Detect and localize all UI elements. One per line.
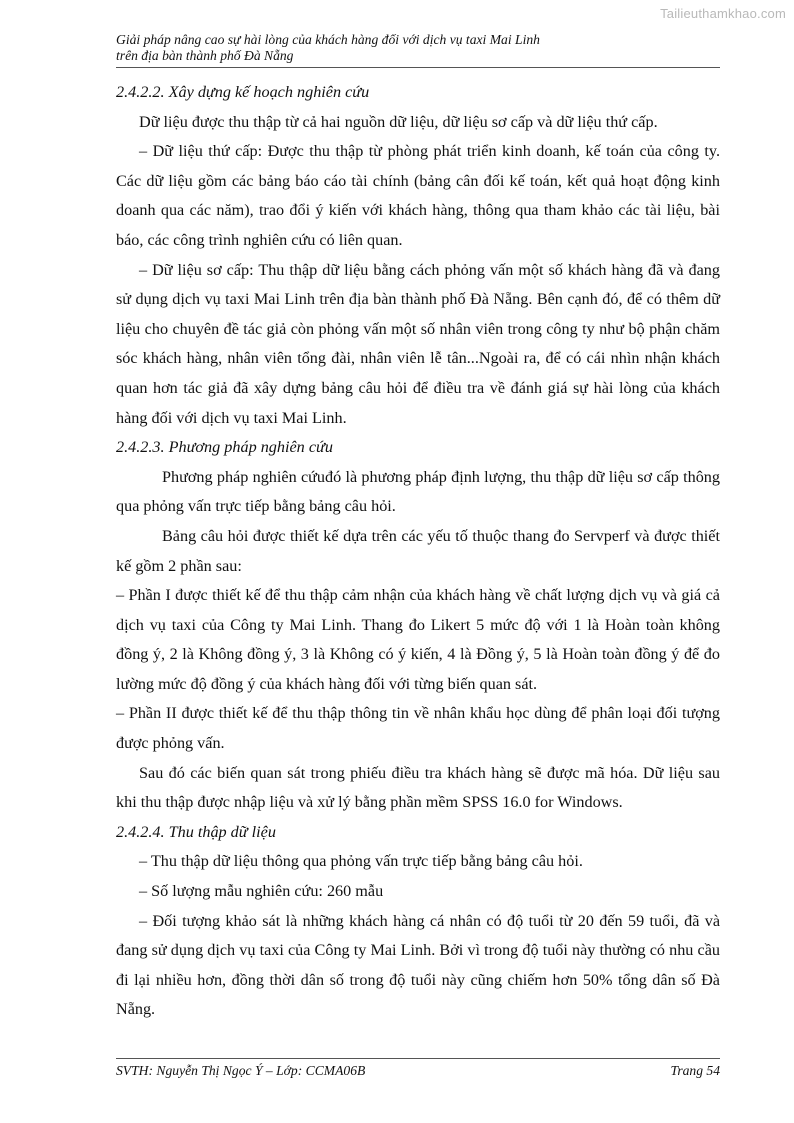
section-heading-2-4-2-3: 2.4.2.3. Phương pháp nghiên cứu — [116, 438, 333, 457]
section-heading-2-4-2-2: 2.4.2.2. Xây dựng kế hoạch nghiên cứu — [116, 83, 370, 101]
bullet-part-one: – Phần I được thiết kế để thu thập cảm nhận của khách hàng về chất lượng dịch vụ và giá cả dịch vụ taxi của Công ty Mai Linh. Thang đo Likert 5 mức độ với 1 là Hoàn toàn không đồng ý, 2 là Không đồng ý, 3 là Không có ý kiến, 4 là Đồng ý, 5 là Hoàn toàn đồng ý để đo lường mức độ đồng ý của khách hàng đối với từng biến quan sát. — [116, 586, 720, 693]
page-body — [116, 78, 720, 1025]
bullet-survey-subjects: – Đối tượng khảo sát là những khách hàng cá nhân có độ tuổi từ 20 đến 59 tuổi, đã và đang sử dụng dịch vụ taxi của Công ty Mai Linh. Bởi vì trong độ tuổi này thường có nhu cầu đi lại nhiều hơn, đồng thời dân số trong độ tuổi này cũng chiếm hơn 50% tổng dân số Đà Nẵng. — [116, 911, 720, 1019]
bullet-sample-size: – Số lượng mẫu nghiên cứu: 260 mẫu — [139, 882, 384, 901]
paragraph: Dữ liệu được thu thập từ cả hai nguồn dữ liệu, dữ liệu sơ cấp và dữ liệu thứ cấp. — [139, 112, 658, 131]
running-header — [116, 32, 720, 68]
paragraph: Phương pháp nghiên cứuđó là phương pháp định lượng, thu thập dữ liệu sơ cấp thông qua phỏng vấn trực tiếp bằng bảng câu hỏi. — [116, 467, 720, 516]
footer-author: SVTH: Nguyễn Thị Ngọc Ý – Lớp: CCMA06B — [116, 1063, 366, 1078]
bullet-secondary-data: – Dữ liệu thứ cấp: Được thu thập từ phòng phát triển kinh doanh, kế toán của công ty. Các dữ liệu gồm các bảng báo cáo tài chính (bảng cân đối kế toán, kết quả hoạt động kinh doanh qua các năm), trao đổi ý kiến với khách hàng, thông qua tham khảo các tài liệu, bài báo, các công trình nghiên cứu có liên quan. — [116, 142, 720, 249]
header-line-2: trên địa bàn thành phố Đà Nẵng — [116, 48, 294, 63]
paragraph: Sau đó các biến quan sát trong phiếu điều tra khách hàng sẽ được mã hóa. Dữ liệu sau khi thu thập được nhập liệu và xử lý bằng phần mềm SPSS 16.0 for Windows. — [116, 763, 720, 812]
section-heading-2-4-2-4: 2.4.2.4. Thu thập dữ liệu — [116, 822, 276, 841]
watermark-text: Tailieuthamkhao.com — [660, 6, 786, 21]
bullet-part-two: – Phần II được thiết kế để thu thập thông tin về nhân khẩu học dùng để phân loại đối tượng được phỏng vấn. — [116, 704, 720, 753]
paragraph: Bảng câu hỏi được thiết kế dựa trên các yếu tố thuộc thang đo Servperf và được thiết kế gồm 2 phần sau: — [116, 526, 720, 575]
running-footer — [116, 1058, 720, 1079]
header-line-1: Giải pháp nâng cao sự hài lòng của khách hàng đối với dịch vụ taxi Mai Linh — [116, 32, 540, 47]
bullet-collection-method: – Thu thập dữ liệu thông qua phỏng vấn trực tiếp bằng bảng câu hỏi. — [139, 852, 583, 871]
page-number: Trang 54 — [670, 1063, 720, 1078]
bullet-primary-data: – Dữ liệu sơ cấp: Thu thập dữ liệu bằng cách phỏng vấn một số khách hàng đã và đang sử dụng dịch vụ taxi Mai Linh trên địa bàn thành phố Đà Nẵng. Bên cạnh đó, để có thêm dữ liệu cho chuyên đề tác giả còn phỏng vấn một số nhân viên trong công ty như bộ phận chăm sóc khách hàng, nhân viên tổng đài, nhân viên lễ tân...Ngoài ra, để có cái nhìn nhận khách quan hơn tác giả đã xây dựng bảng câu hỏi để điều tra về đánh giá sự hài lòng của khách hàng đối với dịch vụ taxi Mai Linh. — [116, 260, 720, 427]
